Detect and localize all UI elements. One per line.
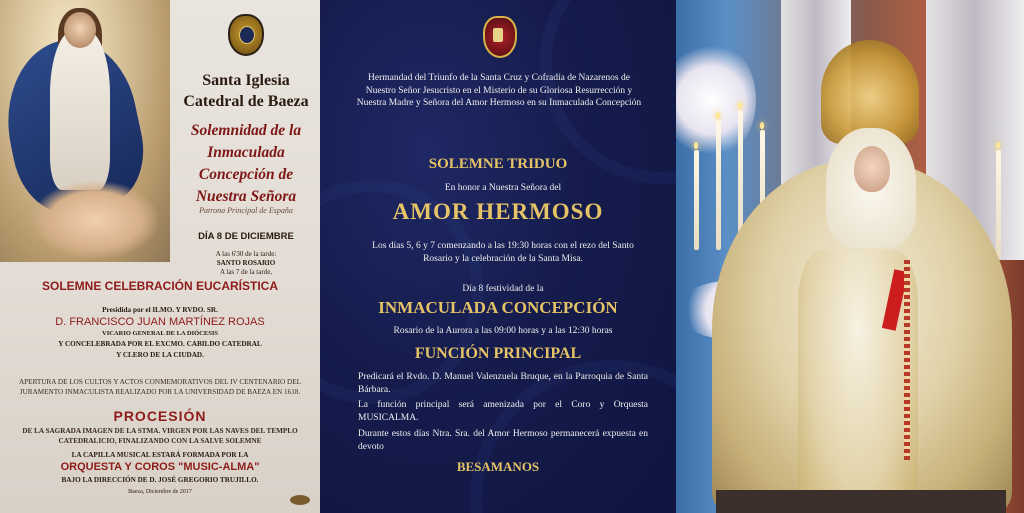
celebration-heading: SOLEMNE CELEBRACIÓN EUCARÍSTICA (41, 279, 278, 293)
painting-cherubs (30, 180, 160, 260)
orchestra-name: ORQUESTA Y COROS "MUSIC-ALMA" (60, 461, 260, 473)
painting-head (64, 12, 96, 48)
statue-base (716, 490, 1006, 513)
candle (996, 150, 1001, 260)
candle-flame (760, 122, 764, 129)
amor-hermoso-title: AMOR HERMOSO (392, 199, 604, 224)
triduo-honor: En honor a Nuestra Señora del (444, 183, 562, 193)
brotherhood-crest-icon (483, 16, 517, 58)
brotherhood-panel (320, 0, 676, 513)
rosary-label: SANTO ROSARIO (216, 259, 276, 267)
church-title-line: Catedral de Baeza (183, 93, 309, 110)
event-title-line: Nuestra Señora (195, 188, 297, 205)
church-title (176, 70, 316, 112)
event-title-line: Concepción de (198, 166, 294, 183)
event-date: DÍA 8 DE DICIEMBRE (198, 231, 294, 242)
candle (716, 120, 721, 250)
funcion-text: Predicará el Rvdo. D. Manuel Valenzuela Bruque, en la Parroquia de Santa Bárbara. (358, 372, 648, 395)
poster-footer: Baeza, Diciembre de 2017 (128, 489, 192, 495)
evening-time: A las 7 de la tarde, (219, 268, 273, 276)
cathedral-poster (0, 0, 320, 513)
brotherhood-name: Hermandad del Triunfo de la Santa Cruz y Cofradía de Nazarenos de Nuestro Señor Jesucristo en el Misterio de su Gloriosa Resurrección y Nuestra Madre y Señora del Amor Hermoso en su Inmaculada Concepción (356, 73, 642, 108)
concelebrated-line: Y CONCELEBRADA POR EL EXCMO. CABILDO CATEDRAL (58, 340, 262, 348)
vicar-title: VICARIO GENERAL DE LA DIÓCESIS (102, 330, 218, 337)
inmaculada-heading: INMACULADA CONCEPCIÓN (378, 298, 618, 317)
immaculate-conception-painting (0, 0, 170, 262)
event-title-line: Inmaculada (207, 144, 285, 161)
procession-heading: PROCESIÓN (113, 408, 207, 424)
church-title-line: Santa Iglesia (202, 72, 290, 89)
candle-flame (996, 142, 1000, 149)
statue-face (854, 146, 890, 192)
patrona-subtitle: Patrona Principal de España (199, 206, 293, 215)
painting-robe (50, 30, 110, 190)
procession-text: DE LA SAGRADA IMAGEN DE LA STMA. VIRGEN POR LAS NAVES DEL TEMPLO CATEDRALICIO, FINALIZANDO CON LA SALVE SOLEMNE (22, 427, 298, 445)
triduo-text: Los días 5, 6 y 7 comenzando a las 19:30 horas con el rezo del Santo Rosario y la celebración de la Santa Misa. (372, 241, 634, 264)
funcion-text: Durante estos días Ntra. Sra. del Amor Hermoso permanecerá expuesta en devoto (358, 429, 648, 452)
music-intro: LA CAPILLA MUSICAL ESTARÁ FORMADA POR LA (71, 451, 249, 459)
seal-icon (290, 495, 310, 505)
presided-by: Presidida por el ILMO. Y RVDO. SR. (102, 306, 218, 314)
funcion-text: La función principal será amenizada por el Coro y Orquesta MUSICALMA. (358, 400, 648, 423)
triduo-heading: SOLEMNE TRIDUO (428, 156, 568, 172)
concelebrated-line: Y CLERO DE LA CIUDAD. (116, 351, 204, 359)
candle (694, 150, 699, 250)
anniversary-text: APERTURA DE LOS CULTOS Y ACTOS CONMEMORATIVOS DEL IV CENTENARIO DEL JURAMENTO INMACULISTA REALIZADO POR LA UNIVERSIDAD DE BAEZA EN 1618. (18, 378, 302, 396)
event-title-line: Solemnidad de la (190, 122, 302, 139)
event-title (172, 120, 320, 208)
candle-flame (716, 112, 720, 119)
candle-flame (738, 102, 742, 109)
rosary-time: A las 6'30 de la tarde: (215, 250, 277, 258)
candle-flame (694, 142, 698, 149)
day8-text: Día 8 festividad de la (462, 284, 544, 294)
celebrant-name: D. FRANCISCO JUAN MARTÍNEZ ROJAS (55, 316, 265, 328)
rosary (904, 260, 910, 460)
cathedral-crest-icon (228, 14, 264, 56)
virgin-statue-photo (676, 0, 1024, 513)
besamanos-heading: BESAMANOS (456, 459, 540, 474)
director-line: BAJO LA DIRECCIÓN DE D. JOSÉ GREGORIO TRUJILLO. (61, 476, 259, 484)
rosario-aurora: Rosario de la Aurora a las 09:00 horas y a las 12:30 horas (393, 326, 613, 336)
funcion-heading: FUNCIÓN PRINCIPAL (414, 345, 582, 362)
